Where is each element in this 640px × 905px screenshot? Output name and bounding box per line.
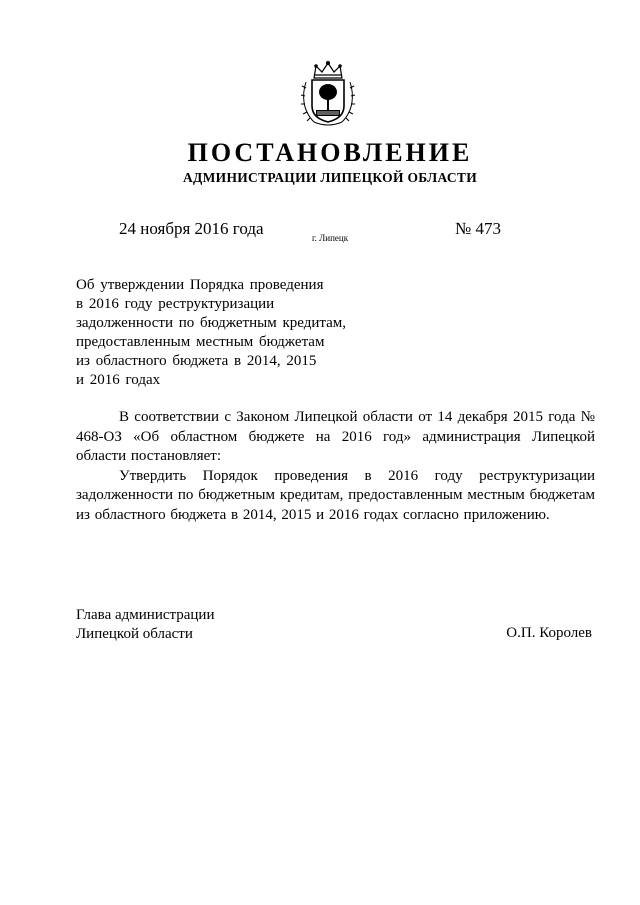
signatory-position-line: Глава администрации	[76, 607, 215, 623]
document-issuer: АДМИНИСТРАЦИИ ЛИПЕЦКОЙ ОБЛАСТИ	[182, 170, 478, 185]
coat-of-arms-icon	[300, 60, 356, 128]
body-paragraph: Утвердить Порядок проведения в 2016 году реструктуризации задолженности по бюджетным кредитам, предоставленным местным бюджетам из областного бюджета в 2014, 2015 и 2016 годах согласно приложению.	[76, 467, 595, 523]
document-date: 24 ноября 2016 года	[119, 219, 264, 238]
document-city: г. Липецк	[312, 233, 349, 243]
subject-line: в 2016 году реструктуризации	[76, 296, 275, 312]
subject-line: и 2016 годах	[76, 372, 161, 388]
document-body	[76, 408, 595, 525]
subject-line: задолженности по бюджетным кредитам,	[76, 315, 347, 331]
document-subject	[76, 276, 396, 390]
document-title: ПОСТАНОВЛЕНИЕ	[187, 138, 473, 167]
body-paragraph: В соответствии с Законом Липецкой области от 14 декабря 2015 года № 468-ОЗ «Об областном бюджете на 2016 год» администрация Липецкой области постановляет:	[76, 409, 595, 464]
signatory-position	[76, 606, 214, 644]
subject-line: предоставленным местным бюджетам	[76, 334, 325, 350]
subject-line: Об утверждении Порядка проведения	[76, 277, 324, 293]
subject-line: из областного бюджета в 2014, 2015	[76, 353, 317, 369]
signatory-position-line: Липецкой области	[76, 626, 193, 642]
signatory-name: О.П. Королев	[506, 625, 592, 641]
document-number: № 473	[455, 219, 501, 238]
